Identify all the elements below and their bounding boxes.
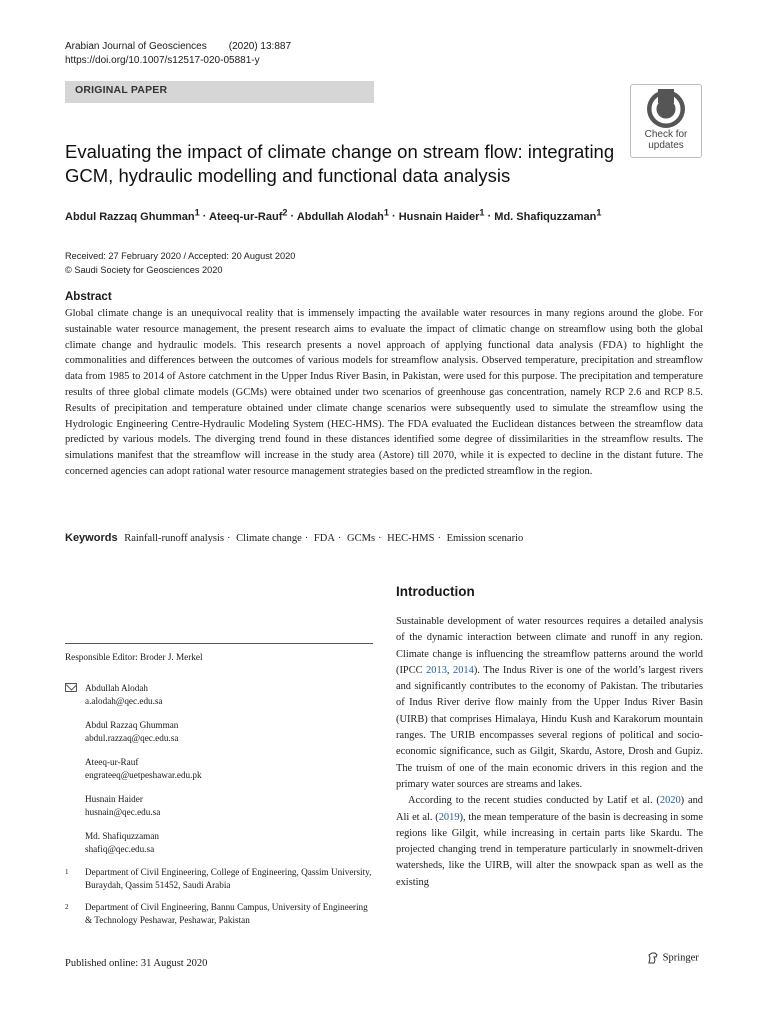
author-contacts: [65, 682, 373, 867]
publisher-logo: [646, 951, 699, 965]
journal-issue: (2020) 13:887: [228, 41, 292, 52]
article-type-banner: [65, 81, 374, 103]
keyword: Emission scenario: [446, 533, 524, 544]
springer-horse-icon: [646, 951, 660, 965]
affiliation: 2 Department of Civil Engineering, Bannu Campus, University of Engineering & Technology Peshawar, Peshawar, Pakistan: [65, 902, 368, 925]
article-type-label: ORIGINAL PAPER: [75, 84, 168, 96]
paper-title: Evaluating the impact of climate change on stream flow: integrating GCM, hydraulic modelling and functional data analysis: [65, 141, 615, 186]
check-for-updates-badge[interactable]: [630, 84, 702, 158]
keywords: Keywords Rainfall-runoff analysis · Climate change · FDA · GCMs · HEC-HMS · Emission scenario: [65, 532, 524, 544]
citation-link[interactable]: 2020: [659, 795, 681, 807]
doi-link[interactable]: https://doi.org/10.1007/s12517-020-05881-y: [65, 55, 260, 66]
published-online: Published online: 31 August 2020: [65, 958, 208, 969]
contact-entry: Abdul Razzaq Ghumman abdul.razzaq@qec.edu.sa: [65, 719, 373, 744]
copyright: © Saudi Society for Geosciences 2020: [65, 265, 223, 275]
author[interactable]: Ateeq-ur-Rauf$^2$: [209, 207, 288, 223]
affiliation: 1 Department of Civil Engineering, College of Engineering, Qassim University, Buraydah, Qassim 51452, Saudi Arabia: [65, 867, 372, 890]
received-accepted: Received: 27 February 2020 / Accepted: 20 August 2020: [65, 251, 296, 261]
abstract-heading: Abstract: [65, 291, 112, 303]
email-link[interactable]: abdul.razzaq@qec.edu.sa: [85, 732, 179, 743]
keyword: FDA: [313, 533, 335, 544]
author[interactable]: Abdul Razzaq Ghumman$^1$: [65, 207, 200, 223]
author-list: Abdul Razzaq Ghumman$^1$ · Ateeq-ur-Rauf$^2$ · Abdullah Alodah$^1$ · Husnain Haider$^1$ · Md. Shafiquzzaman$^1$: [65, 207, 602, 223]
keyword: HEC-HMS: [387, 533, 435, 544]
journal-name: Arabian Journal of Geosciences: [65, 41, 207, 52]
contact-entry: Ateeq-ur-Rauf engrateeq@uetpeshawar.edu.pk: [65, 756, 373, 781]
contact-entry: Husnain Haider husnain@qec.edu.sa: [65, 793, 373, 818]
keyword: Climate change: [236, 533, 302, 544]
author[interactable]: Husnain Haider$^1$: [398, 207, 485, 223]
email-link[interactable]: a.alodah@qec.edu.sa: [85, 695, 163, 706]
check-updates-label: Check for updates: [644, 129, 688, 151]
responsible-editor: Responsible Editor: Broder J. Merkel: [65, 652, 203, 662]
keyword: Rainfall-runoff analysis: [124, 533, 225, 544]
author[interactable]: Abdullah Alodah$^1$: [296, 207, 389, 223]
keyword: GCMs: [347, 533, 376, 544]
intro-paragraph: Sustainable development of water resources requires a detailed analysis of the dynamic interaction between climate and runoff in any region. Climate change is influencing the streamflow patterns around the world (IPCC 2013, 2014). The Indus River is one of the world’s largest rivers and significantly contributes to the economy of Pakistan. The tributaries of Indus River derive flow mainly from the Upper Indus River Basin (UIRB) that comprises Himalaya, Hindu Kush and Karakorum mountain ranges. The URIB encompasses several regions of political and socio-economic significance, such as Gilgit, Skardu, Astore, Drosh and Gupiz. The truism of one of the main economic drivers in this region and the primary water sources are streams and lakes.: [396, 616, 703, 790]
footnote-divider: [65, 643, 373, 644]
email-link[interactable]: engrateeq@uetpeshawar.edu.pk: [85, 769, 202, 780]
introduction-text: [396, 614, 703, 891]
publication-dates: [65, 249, 295, 277]
introduction-heading: Introduction: [396, 584, 475, 599]
abstract-text: Global climate change is an unequivocal reality that is immensely impacting the available water resources in many regions around the globe. For sustainable water resource management, the present research aims to evaluate the impact of climatic change on streamflow using both the global climate change and hydraulic models. This research presents a novel approach of applying functional data analysis (FDA) to highlight the commonalities and differences between the outcomes of various models for streamflow analysis. Observed temperature, precipitation and streamflow data from 1985 to 2014 of Astore catchment in the Upper Indus River Basin, in Pakistan, were used for this purpose. The precipitation and temperature results of three global climate models (GCMs) were obtained under two scenarios of greenhouse gas concentration, namely RCP 2.6 and RCP 8.5. Results of precipitation and temperature obtained under climate change scenarios were subsequently used to simulate the streamflow using the Hydrologic Engineering Centre-Hydraulic Modeling System (HEC-HMS). The FDA evaluated the Euclidean distances between the streamflow data predicted by various models. The diverging trend found in these distances identified some degree of dissimilarities in the streamflow results. The simulations manifest that the streamflow will increase in the study area (Astore) till 2070, while it is expected to decline in the distant future. The concerned agencies can adopt rational water resource management strategies based on the predicted streamflow in the region.: [65, 308, 703, 477]
envelope-icon: [65, 683, 77, 692]
contact-entry: Abdullah Alodah a.alodah@qec.edu.sa: [65, 682, 373, 707]
check-updates-icon: [646, 89, 686, 129]
citation-link[interactable]: 2019: [438, 811, 460, 823]
keywords-label: Keywords: [65, 532, 118, 544]
author[interactable]: Md. Shafiquzzaman$^1$: [494, 207, 602, 223]
contact-entry: Md. Shafiquzzaman shafiq@qec.edu.sa: [65, 830, 373, 855]
journal-header: [65, 40, 291, 68]
citation-link[interactable]: 2014: [453, 664, 474, 676]
email-link[interactable]: shafiq@qec.edu.sa: [85, 843, 155, 854]
intro-paragraph: According to the recent studies conducted by Latif et al. (2020) and Ali et al. (2019), the mean temperature of the basin is decreasing in some regions like Gilgit, while increasing in certain parts like Skardu. The projected changing trend in temperature particularly in snowmelt-driven watersheds, like the UIRB, will alter the snowpack span as well as the existing: [396, 795, 703, 888]
citation-link[interactable]: 2013: [426, 664, 447, 676]
publisher-name: Springer: [662, 952, 699, 964]
email-link[interactable]: husnain@qec.edu.sa: [85, 806, 161, 817]
affiliations: [65, 866, 373, 936]
